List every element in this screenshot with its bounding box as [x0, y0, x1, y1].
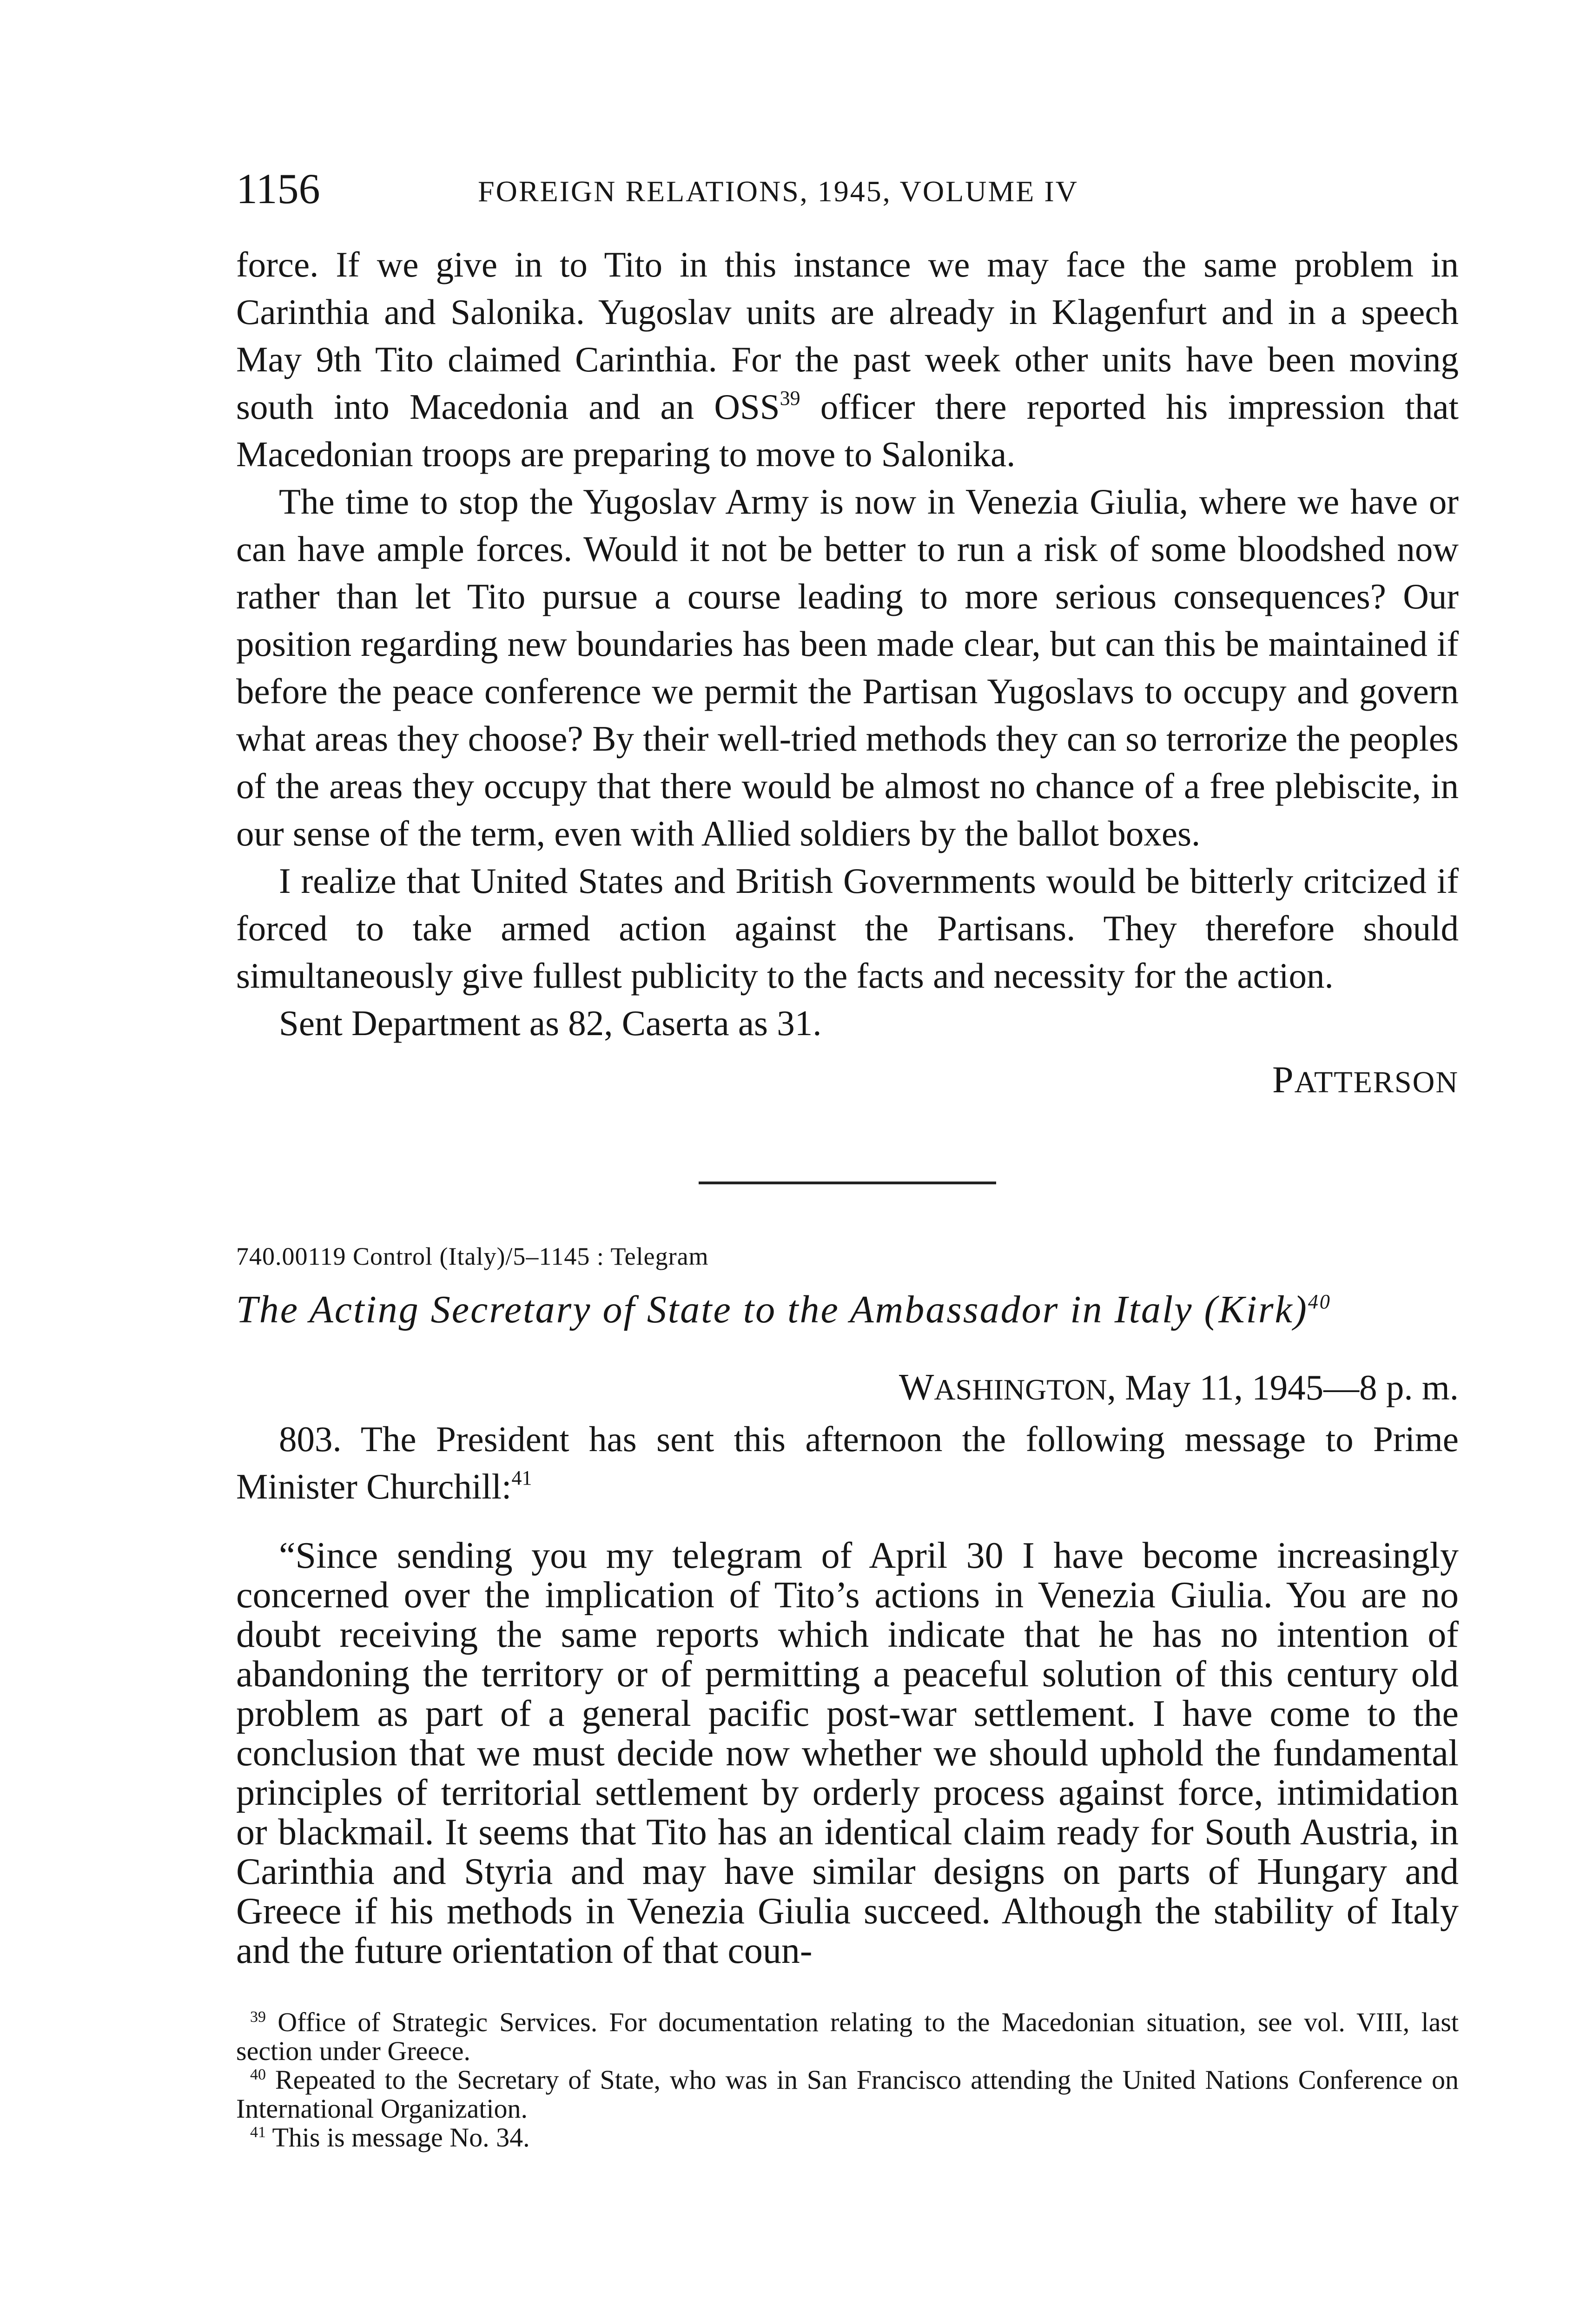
telegram-intro [236, 1415, 1459, 1510]
page-number: 1156 [236, 165, 320, 212]
footnote [236, 2123, 1459, 2152]
document-title-text: The Acting Secretary of State to the Ambassador in Italy (Kirk) [236, 1288, 1308, 1331]
paragraph-text: officer there reported his impression that Macedonian troops are preparing to move to Salonika. [236, 387, 1459, 474]
dateline-initial: W [899, 1367, 934, 1408]
footnote-number: 39 [250, 2008, 266, 2026]
document-file-code: 740.00119 Control (Italy)/5–1145 : Telegram [236, 1242, 709, 1270]
footnote [236, 2066, 1459, 2123]
footnote-reference[interactable]: 39 [780, 387, 800, 409]
paragraph [236, 241, 1459, 478]
dateline-date: , May 11, 1945—8 p. m. [1107, 1367, 1459, 1407]
signature [236, 1058, 1459, 1101]
footnote-text: This is message No. 34. [272, 2122, 530, 2152]
quoted-paragraph: “Since sending you my telegram of April 30 I have become increasingly concerned over the implication of Tito’s actions in Venezia Giulia. You are no doubt receiving the same reports which indicate that he has no intention of abandoning the territory or of permitting a peaceful solution of this century old problem as part of a general pacific post-war settlement. I have come to the conclusion that we must decide now whether we should uphold the fundamental principles of territorial settlement by orderly process against force, intimidation or blackmail. It seems that Tito has an identical claim ready for South Austria, in Carinthia and Styria and may have similar designs on parts of Hungary and Greece if his methods in Venezia Giulia succeed. Although the stability of Italy and the future orientation of that coun- [236, 1535, 1459, 1971]
telegram-continuation [236, 241, 1459, 1047]
signature-rest: ATTERSON [1294, 1065, 1459, 1099]
footnote-number: 41 [250, 2123, 266, 2141]
paragraph-text: 803. The President has sent this afternoon the following message to Prime Minister Churchill: [236, 1419, 1459, 1506]
paragraph [236, 1415, 1459, 1510]
footnote-reference[interactable]: 40 [1308, 1290, 1331, 1313]
paragraph: Sent Department as 82, Caserta as 31. [279, 1003, 822, 1043]
paragraph-text: force. If we give in to Tito in this instance we may face the same problem in Carinthia and Salonika. Yugoslav units are already in Klagenfurt and in a speech May 9th Tito claimed Carinthia. For the past week other units have been moving south into Macedonia and an OSS [236, 244, 1459, 427]
running-title: FOREIGN RELATIONS, 1945, VOLUME IV [478, 175, 1078, 208]
paragraph: The time to stop the Yugoslav Army is now in Venezia Giulia, where we have or can have ample forces. Would it not be better to run a risk of some bloodshed now rather than let Tito pursue a course leading to more serious consequences? Our position regarding new boundaries has been made clear, but can this be maintained if before the peace conference we permit the Partisan Yugoslavs to occupy and govern what areas they choose? By their well-tried methods they can so terrorize the peoples of the areas they occupy that there would be almost no chance of a free plebiscite, in our sense of the term, even with Allied soldiers by the ballot boxes. [236, 482, 1459, 853]
document-page [236, 163, 1459, 2152]
running-head [236, 163, 1459, 223]
footnotes [236, 2008, 1459, 2152]
dateline [236, 1369, 1459, 1406]
document-title [236, 1287, 1459, 1333]
footnote [236, 2008, 1459, 2066]
paragraph: I realize that United States and British Governments would be bitterly critcized if forced to take armed action against the Partisans. They therefore should simultaneously give fullest publicity to the facts and necessity for the action. [236, 861, 1459, 996]
footnote-text: Repeated to the Secretary of State, who was in San Francisco attending the United Nations Conference on International Organization. [236, 2064, 1459, 2124]
footnote-reference[interactable]: 41 [511, 1466, 532, 1489]
section-divider [699, 1182, 996, 1184]
quoted-message [236, 1536, 1459, 1971]
footnote-text: Office of Strategic Services. For documentation relating to the Macedonian situation, see vol. VIII, last section under Greece. [236, 2007, 1459, 2066]
signature-initial: P [1272, 1058, 1295, 1101]
dateline-place: ASHINGTON [934, 1373, 1107, 1406]
footnote-number: 40 [250, 2066, 266, 2083]
